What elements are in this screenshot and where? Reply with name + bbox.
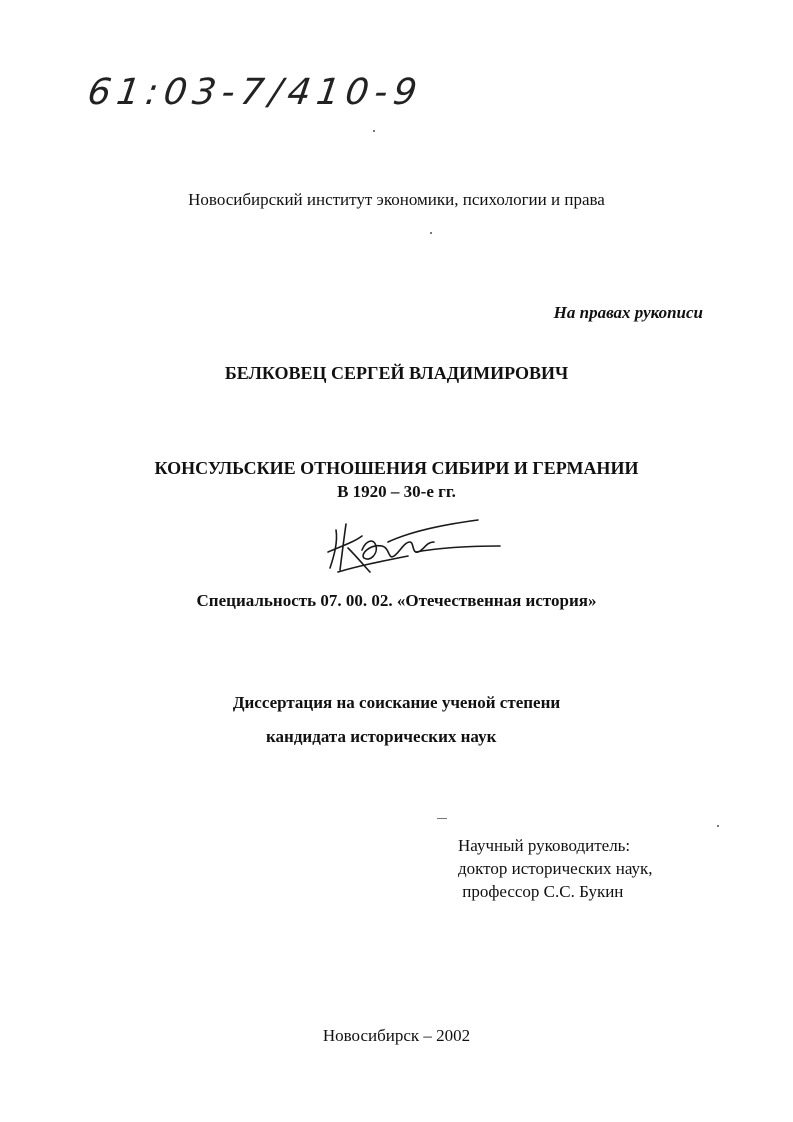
scan-speck — [373, 130, 375, 132]
scan-speck — [437, 818, 447, 819]
author-name: БЕЛКОВЕЦ СЕРГЕЙ ВЛАДИМИРОВИЧ — [224, 363, 569, 383]
place-and-year: Новосибирск – 2002 — [322, 1026, 471, 1045]
manuscript-note: На правах рукописи — [553, 303, 703, 322]
dissertation-title-line-1: КОНСУЛЬСКИЕ ОТНОШЕНИЯ СИБИРИ И ГЕРМАНИИ — [154, 458, 639, 478]
scan-speck — [430, 232, 432, 234]
degree-line-1: Диссертация на соискание ученой степени — [232, 693, 561, 712]
supervisor-degree: доктор исторических наук, — [458, 859, 653, 878]
supervisor-name: профессор С.С. Букин — [458, 882, 624, 901]
author-signature — [318, 512, 508, 578]
dissertation-title-line-2: В 1920 – 30-е гг. — [337, 482, 456, 501]
archive-code-handwritten: 61:03-7/410-9 — [85, 72, 426, 113]
supervisor-block — [458, 834, 653, 903]
degree-line-2: кандидата исторических наук — [266, 727, 497, 746]
specialty: Специальность 07. 00. 02. «Отечественная история» — [196, 591, 597, 610]
supervisor-label: Научный руководитель: — [458, 836, 631, 855]
scan-speck — [717, 825, 719, 827]
institution-name: Новосибирский институт экономики, психологии и права — [188, 190, 605, 209]
